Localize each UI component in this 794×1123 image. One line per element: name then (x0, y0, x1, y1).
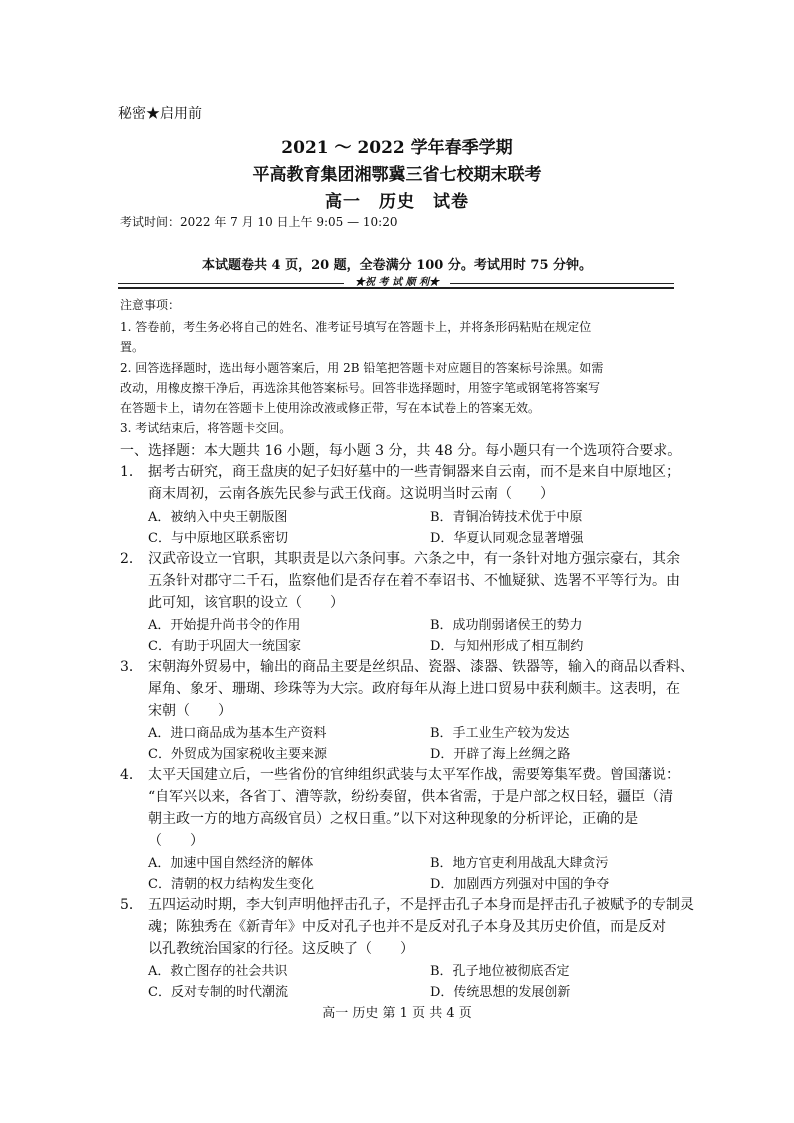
option-c: C．与中原地区联系密切 (148, 531, 288, 546)
question-text: 魂；陈独秀在《新青年》中反对孔子也并不是反对孔子本身及其历史价值，而是反对 (148, 919, 666, 935)
question-text: （ ） (148, 833, 204, 849)
question-text: 五四运动时期，李大钊声明他抨击孔子，不是抨击孔子本身而是抨击孔子被赋予的专制灵 (148, 897, 694, 913)
option-b: B．孔子地位被彻底否定 (430, 964, 570, 979)
option-b: B．地方官吏利用战乱大肆贪污 (430, 856, 609, 871)
option-a: A．被纳入中央王朝版图 (148, 510, 288, 525)
question-number: 2． (120, 551, 143, 567)
notes-line: 置。 (120, 340, 145, 354)
option-b: B．青铜冶铸技术优于中原 (430, 510, 583, 525)
question-text: 以孔教统治国家的行径。这反映了（ ） (148, 941, 414, 957)
option-c: C．清朝的权力结构发生变化 (148, 877, 314, 892)
question-text: 据考古研究，商王盘庚的妃子妇好墓中的一些青铜器来自云南，而不是来自中原地区； (148, 464, 680, 480)
question-text: 此可知，该官职的设立（ ） (148, 595, 344, 611)
question-number: 5． (120, 897, 143, 913)
option-c: C．外贸成为国家税收主要来源 (148, 747, 327, 762)
question-text: 朝主政一方的地方高级官员）之权日重。”以下对这种现象的分析评论，正确的是 (148, 811, 639, 827)
option-a: A．救亡图存的社会共识 (148, 964, 288, 979)
exam-subject-title: 高一 历史 试卷 (325, 192, 469, 212)
option-a: A．加速中国自然经济的解体 (148, 856, 314, 871)
question-text: 五条针对郡守二千石，监察他们是否存在着不奉诏书、不恤疑狱、选署不平等行为。由 (148, 573, 680, 589)
option-d: D．开辟了海上丝绸之路 (430, 747, 571, 762)
option-d: D．与知州形成了相互制约 (430, 639, 584, 654)
exam-year-title: 2021 ～ 2022 学年春季学期 (281, 138, 513, 158)
option-a: A．开始提升尚书令的作用 (148, 618, 301, 633)
option-b: B．手工业生产较为发达 (430, 726, 570, 741)
question-text: “自军兴以来，各省丁、漕等款，纷纷奏留，供本省需，于是户部之权日轻，疆臣（清 (148, 789, 674, 805)
question-number: 1． (120, 464, 143, 480)
option-c: C．有助于巩固大一统国家 (148, 639, 301, 654)
notes-line: 改动，用橡皮擦干净后，再选涂其他答案标号。回答非选择题时，用签字笔或钢笔将答案写 (120, 381, 601, 395)
option-b: B．成功削弱诸侯王的势力 (430, 618, 583, 633)
question-text: 宋朝（ ） (148, 703, 232, 719)
notes-line: 3. 考试结束后，将答题卡交回。 (120, 421, 292, 435)
question-text: 宋朝海外贸易中，输出的商品主要是丝织品、瓷器、漆器、铁器等，输入的商品以香料、 (148, 659, 694, 675)
notes-line: 1. 答卷前，考生务必将自己的姓名、准考证号填写在答题卡上，并将条形码粘贴在规定位 (120, 320, 592, 334)
question-text: 太平天国建立后，一些省份的官绅组织武装与太平军作战，需要筹集军费。曾国藩说： (148, 767, 680, 783)
option-c: C．反对专制的时代潮流 (148, 985, 288, 1000)
page-footer: 高一 历史 第 1 页 共 4 页 (322, 1006, 472, 1021)
question-number: 3． (120, 659, 143, 675)
exam-org-title: 平高教育集团湘鄂冀三省七校期末联考 (252, 165, 542, 185)
section-heading: 一、选择题：本大题共 16 小题，每小题 3 分，共 48 分。每小题只有一个选项符合要求。 (120, 443, 682, 459)
notes-line: 在答题卡上，请勿在答题卡上使用涂改液或修正带，写在本试卷上的答案无效。 (120, 401, 541, 415)
question-text: 汉武帝设立一官职，其职责是以六条问事。六条之中，有一条针对地方强宗豪右，其余 (148, 551, 680, 567)
exam-time: 考试时间：2022 年 7 月 10 日上午 9:05 — 10:20 (120, 215, 398, 229)
option-d: D．传统思想的发展创新 (430, 985, 571, 1000)
question-number: 4． (120, 767, 143, 783)
exam-summary: 本试题卷共 4 页，20 题，全卷满分 100 分。考试用时 75 分钟。 (201, 258, 593, 273)
question-text: 商末周初，云南各族先民参与武王伐商。这说明当时云南（ ） (148, 486, 554, 502)
confidential-label: 秘密★启用前 (118, 106, 202, 122)
exam-motto: ★祝 考 试 顺 利★ (355, 277, 439, 288)
option-d: D．加剧西方列强对中国的争夺 (430, 877, 610, 892)
option-a: A．进口商品成为基本生产资料 (148, 726, 327, 741)
option-d: D．华夏认同观念显著增强 (430, 531, 584, 546)
notes-title: 注意事项： (120, 298, 181, 312)
question-text: 犀角、象牙、珊瑚、珍珠等为大宗。政府每年从海上进口贸易中获利颇丰。这表明，在 (148, 681, 680, 697)
notes-line: 2. 回答选择题时，选出每小题答案后，用 2B 铅笔把答题卡对应题目的答案标号涂黑。如需 (120, 361, 604, 375)
